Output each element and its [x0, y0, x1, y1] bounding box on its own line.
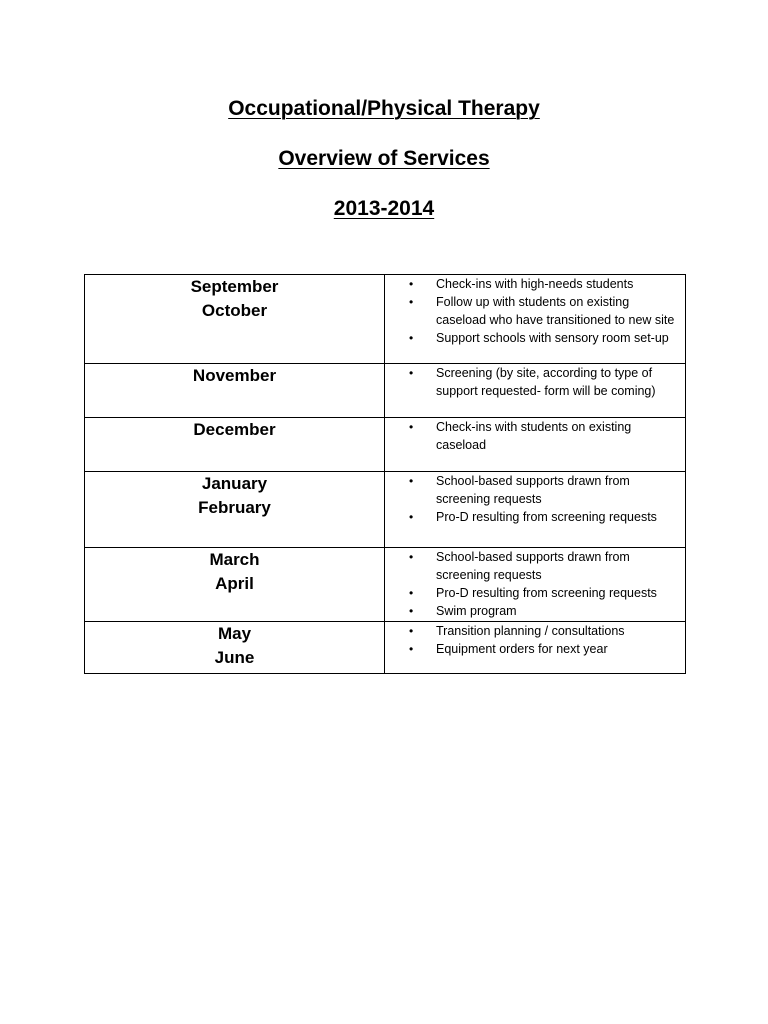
bullet-icon: • — [409, 642, 414, 656]
bullet-icon: • — [409, 277, 414, 291]
month-label: June — [214, 648, 255, 667]
month-cell — [85, 364, 385, 418]
month-label: April — [215, 574, 254, 593]
bullet-icon: • — [409, 586, 414, 600]
month-label: January — [201, 474, 268, 493]
tasks-cell — [385, 548, 686, 622]
tasks-cell — [385, 364, 686, 418]
bullet-icon: • — [409, 624, 414, 638]
task-list — [385, 275, 685, 347]
schedule-row — [85, 622, 686, 674]
task-text: Check-ins with students on existing caseload — [436, 420, 632, 452]
month-cell — [85, 418, 385, 472]
document-subtitle-text: Overview of Services — [278, 147, 490, 170]
month-label: March — [209, 550, 260, 569]
tasks-cell — [385, 275, 686, 364]
document-year — [0, 196, 768, 222]
task-text: Transition planning / consultations — [436, 624, 625, 638]
bullet-icon: • — [409, 474, 414, 488]
task-list — [385, 548, 685, 620]
task-text: Equipment orders for next year — [436, 642, 608, 656]
task-item — [409, 508, 681, 526]
month-label: December — [193, 420, 276, 439]
task-item — [409, 364, 681, 400]
document-title — [0, 96, 768, 122]
month-label: October — [201, 301, 268, 320]
task-item — [409, 548, 681, 584]
schedule-row — [85, 418, 686, 472]
task-text: Support schools with sensory room set-up — [436, 331, 669, 345]
month-label: November — [192, 366, 277, 385]
bullet-icon: • — [409, 331, 414, 345]
task-item — [409, 418, 681, 454]
month-cell — [85, 275, 385, 364]
task-text: Swim program — [436, 604, 517, 618]
tasks-cell — [385, 418, 686, 472]
task-text: Check-ins with high-needs students — [436, 277, 634, 291]
task-text: Pro-D resulting from screening requests — [436, 510, 657, 524]
task-list — [385, 418, 685, 454]
month-label: February — [198, 498, 271, 517]
month-cell — [85, 472, 385, 548]
bullet-icon: • — [409, 295, 414, 309]
task-item — [409, 472, 681, 508]
task-text: Screening (by site, according to type of support requested- form will be coming) — [436, 366, 656, 398]
bullet-icon: • — [409, 604, 414, 618]
schedule-row — [85, 364, 686, 418]
bullet-icon: • — [409, 550, 414, 564]
task-text: School-based supports drawn from screening requests — [436, 474, 630, 506]
bullet-icon: • — [409, 366, 414, 380]
services-schedule-table — [84, 274, 686, 674]
month-label: May — [217, 624, 252, 643]
schedule-row — [85, 275, 686, 364]
task-list — [385, 364, 685, 400]
month-cell — [85, 622, 385, 674]
month-cell — [85, 548, 385, 622]
task-item — [409, 622, 681, 640]
task-item — [409, 275, 681, 293]
task-list — [385, 472, 685, 526]
bullet-icon: • — [409, 420, 414, 434]
bullet-icon: • — [409, 510, 414, 524]
document-subtitle — [0, 146, 768, 172]
tasks-cell — [385, 472, 686, 548]
schedule-row — [85, 472, 686, 548]
task-item — [409, 293, 681, 329]
document-title-text: Occupational/Physical Therapy — [228, 97, 540, 120]
task-item — [409, 602, 681, 620]
schedule-row — [85, 548, 686, 622]
task-text: School-based supports drawn from screening requests — [436, 550, 630, 582]
tasks-cell — [385, 622, 686, 674]
task-item — [409, 640, 681, 658]
task-item — [409, 329, 681, 347]
task-item — [409, 584, 681, 602]
task-text: Pro-D resulting from screening requests — [436, 586, 657, 600]
document-year-text: 2013-2014 — [333, 197, 435, 220]
month-label: September — [190, 277, 279, 296]
task-text: Follow up with students on existing caseload who have transitioned to new site — [436, 295, 675, 327]
task-list — [385, 622, 685, 658]
